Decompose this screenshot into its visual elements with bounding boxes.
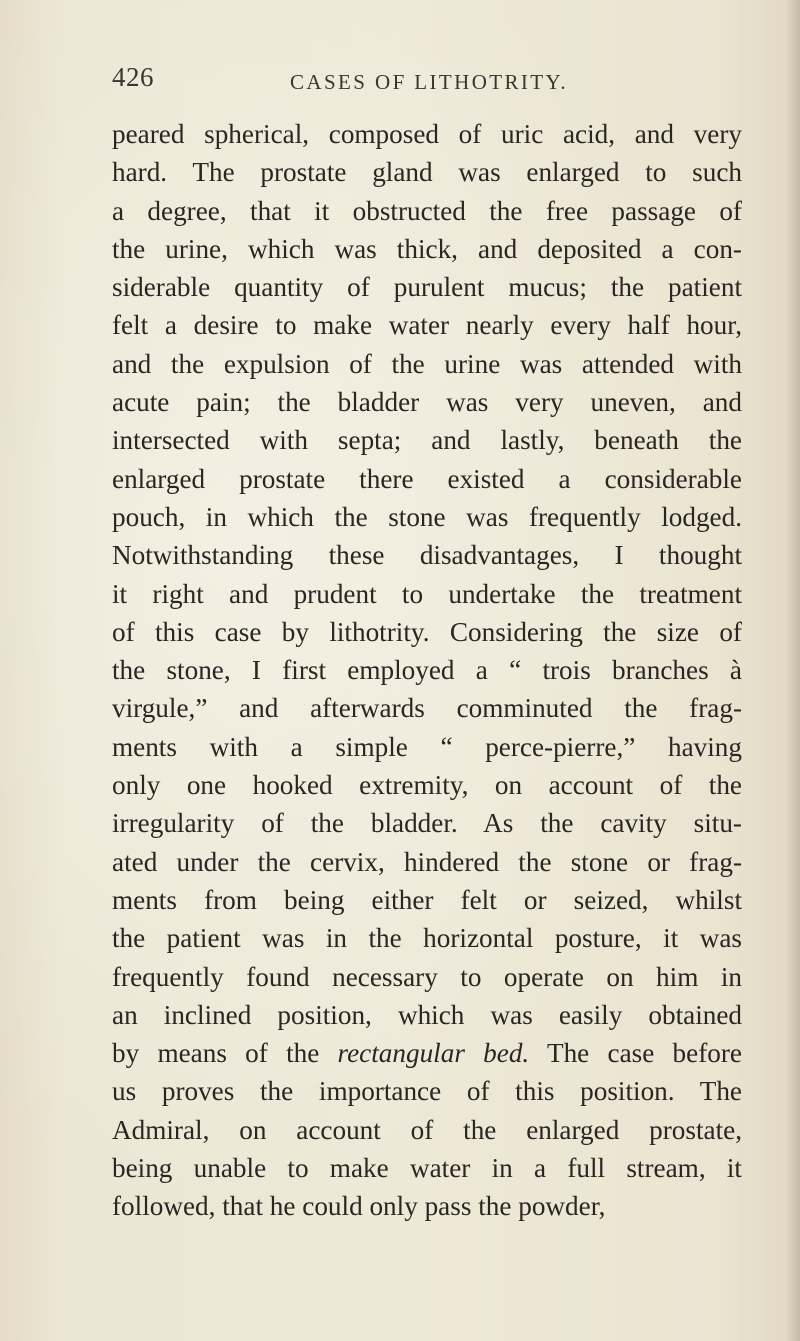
text-line: hard. The prostate gland was enlarged to such: [112, 157, 742, 188]
text-line-with-italic: [112, 1034, 742, 1072]
text-line: enlarged prostate there existed a considerable: [112, 463, 742, 494]
text-line: irregularity of the bladder. As the cavity situ-: [112, 808, 742, 839]
text-line: acute pain; the bladder was very uneven, and: [112, 387, 742, 418]
text-line: Admiral, on account of the enlarged prostate,: [112, 1114, 742, 1145]
italic-phrase: rectangular bed.: [337, 1038, 530, 1069]
text-line: the stone, I first employed a “ trois branches à: [112, 655, 742, 686]
text-line: it right and prudent to undertake the treatment: [112, 578, 742, 609]
text-line: ments from being either felt or seized, whilst: [112, 884, 742, 915]
text-line: followed, that he could only pass the powder,: [112, 1191, 606, 1222]
text-line: pouch, in which the stone was frequently lodged.: [112, 501, 742, 532]
text-line: peared spherical, composed of uric acid, and very: [112, 119, 742, 149]
text-line: ated under the cervix, hindered the stone or frag-: [112, 846, 742, 877]
text-line: frequently found necessary to operate on him in: [112, 961, 742, 992]
page-header: [112, 62, 752, 102]
text-segment: The case before: [529, 1038, 742, 1069]
text-line: and the expulsion of the urine was attended with: [112, 348, 742, 379]
text-line: us proves the importance of this position. The: [112, 1076, 742, 1107]
text-line: being unable to make water in a full stream, it: [112, 1153, 742, 1184]
text-line: Notwithstanding these disadvantages, I thought: [112, 540, 742, 571]
text-line: of this case by lithotrity. Considering the size of: [112, 616, 742, 647]
body-paragraph: [112, 115, 742, 1226]
text-line: felt a desire to make water nearly every half hour,: [112, 310, 742, 341]
text-segment: by means of the: [112, 1038, 338, 1069]
page-number: 426: [112, 62, 154, 92]
text-line: ments with a simple “ perce-pierre,” having: [112, 731, 742, 762]
text-line: the urine, which was thick, and deposited a con-: [112, 233, 742, 264]
text-line: siderable quantity of purulent mucus; the patient: [112, 272, 742, 303]
text-line: only one hooked extremity, on account of the: [112, 770, 742, 801]
text-line: a degree, that it obstructed the free passage of: [112, 195, 742, 226]
running-head: CASES OF LITHOTRITY.: [290, 70, 569, 94]
text-line: intersected with septa; and lastly, beneath the: [112, 425, 742, 456]
text-line: the patient was in the horizontal posture, it was: [112, 923, 742, 954]
text-line: an inclined position, which was easily obtained: [112, 999, 742, 1030]
text-line: virgule,” and afterwards comminuted the frag-: [112, 693, 742, 724]
